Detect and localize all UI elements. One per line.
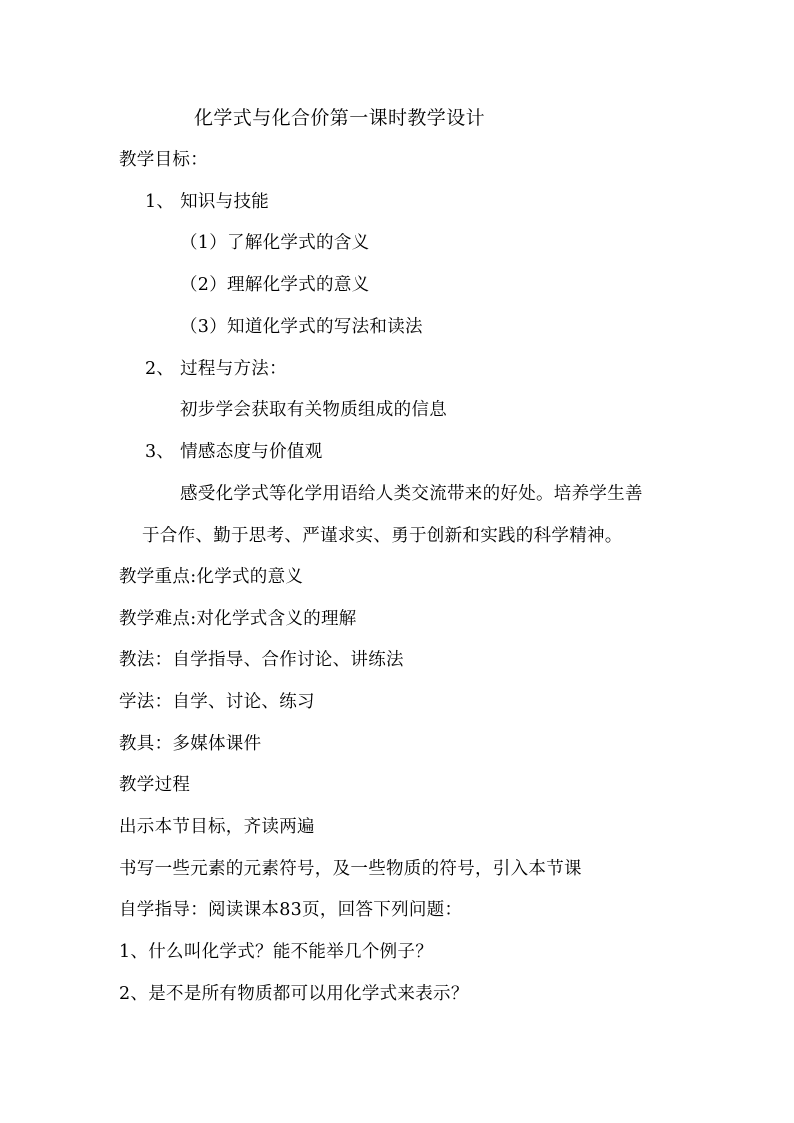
key-point: 教学重点:化学式的意义 bbox=[119, 567, 304, 587]
document-title: 化学式与化合价第一课时教学设计 bbox=[194, 107, 486, 129]
objective-emotion-text-line2: 于合作、勤于思考、严谨求实、勇于创新和实践的科学精神。 bbox=[142, 526, 623, 546]
objective-knowledge-item: （1）了解化学式的含义 bbox=[180, 233, 370, 253]
learning-method: 学法：自学、讨论、练习 bbox=[119, 692, 315, 712]
question-item: 1、什么叫化学式？能不能举几个例子？ bbox=[119, 942, 434, 962]
objective-emotion-label: 3、 情感态度与价值观 bbox=[145, 442, 323, 462]
objective-process-text: 初步学会获取有关物质组成的信息 bbox=[180, 400, 447, 420]
objective-emotion-text-line1: 感受化学式等化学用语给人类交流带来的好处。培养学生善 bbox=[180, 484, 643, 504]
process-step: 自学指导：阅读课本83页，回答下列问题： bbox=[119, 900, 463, 920]
teaching-method: 教法：自学指导、合作讨论、讲练法 bbox=[119, 650, 404, 670]
objective-process-label: 2、 过程与方法： bbox=[145, 359, 287, 379]
process-heading: 教学过程 bbox=[119, 775, 191, 795]
objective-knowledge-label: 1、 知识与技能 bbox=[145, 192, 270, 212]
objectives-heading: 教学目标： bbox=[119, 150, 208, 170]
process-step: 书写一些元素的元素符号，及一些物质的符号，引入本节课 bbox=[119, 859, 582, 879]
objective-knowledge-item: （3）知道化学式的写法和读法 bbox=[180, 317, 423, 337]
process-step: 出示本节目标，齐读两遍 bbox=[119, 817, 315, 837]
question-item: 2、是不是所有物质都可以用化学式来表示？ bbox=[119, 984, 469, 1004]
objective-knowledge-item: （2）理解化学式的意义 bbox=[180, 275, 370, 295]
teaching-aids: 教具：多媒体课件 bbox=[119, 734, 262, 754]
difficult-point: 教学难点:对化学式含义的理解 bbox=[119, 609, 357, 629]
